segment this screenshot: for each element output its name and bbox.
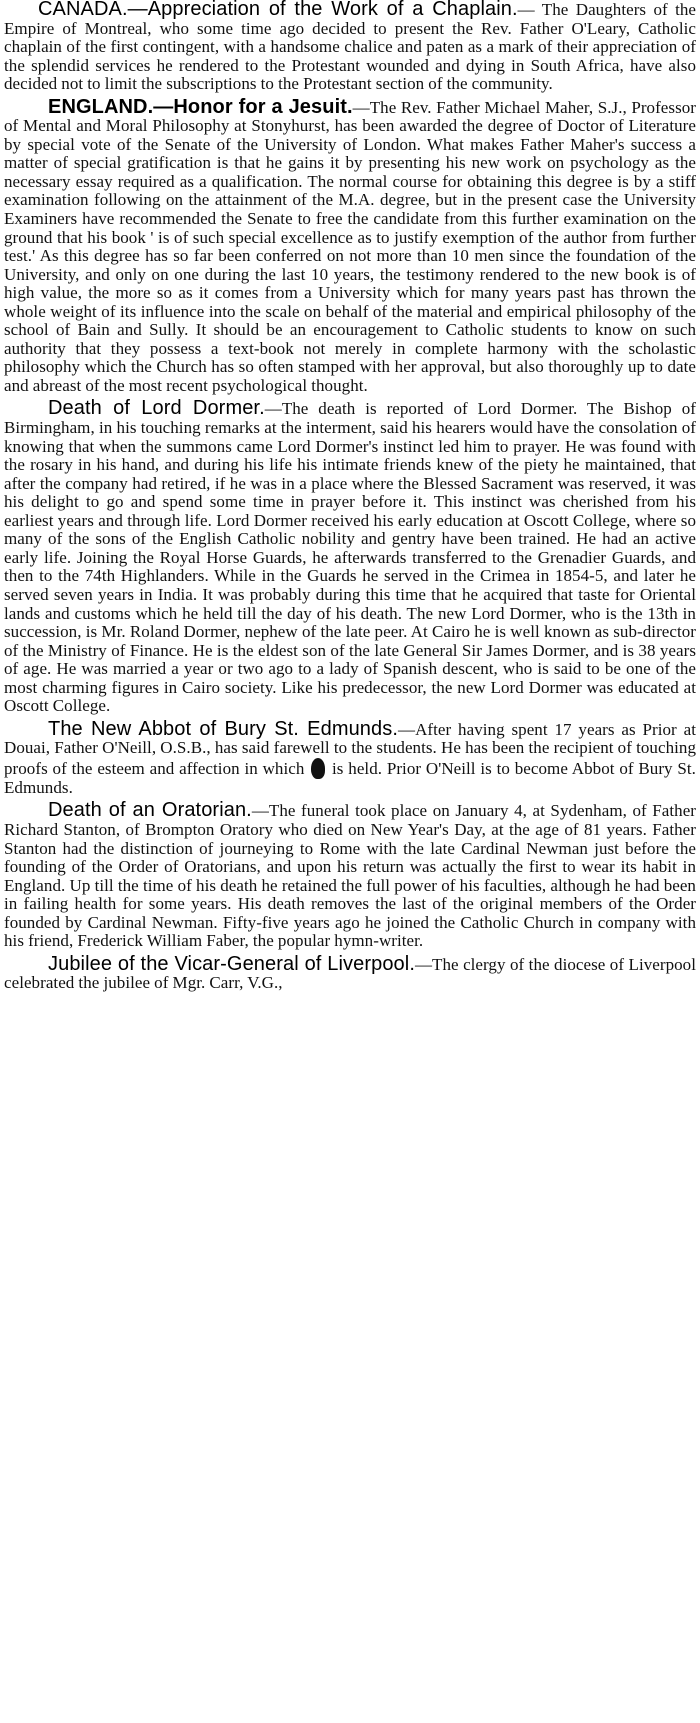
article-body-part-1: After having spent 17 years as Prior at Douai, Father O'Neill, O.S.B., has said farewell to the students. He has been the recipient of touching proofs of the esteem and affection in which (4, 719, 696, 778)
article-abbot (4, 717, 696, 798)
ink-smudge-icon (311, 758, 325, 779)
article-england (4, 95, 696, 396)
heading-title: —Appreciation of the Work of a Chaplain. (127, 0, 518, 20)
article-heading: Death of Lord Dormer. (48, 397, 265, 420)
article-body: The clergy of the diocese of Liverpool celebrated the jubilee of Mgr. Carr, V.G., (4, 954, 696, 993)
article-heading (4, 96, 353, 118)
article-heading: The New Abbot of Bury St. Edmunds. (48, 717, 399, 740)
article-body: The death is reported of Lord Dormer. The Bishop of Birmingham, in his touching remarks at the interment, said his hearers would have the consolation of knowing that when the summons came Lord Dormer's instinct led him to prayer. He was found with the rosary in his hand, and during his life his intimate friends knew of the piety he maintained, that after the company had retired, if he was in a place where the Blessed Sacrament was reserved, it was his delight to go and spend some time in prayer before it. This instinct was cherished from his earliest years and through life. Lord Dormer received his early education at Oscott College, where so many of the sons of the English Catholic nobility and gentry have been trained. He had an active early life. Joining the Royal Horse Guards, he afterwards transferred to the Grenadier Guards, and then to the 74th Highlanders. While in the Guards he served in the Crimea in 1854-5, and later he served seven years in India. It was probably during this time that he acquired that taste for Oriental lands and customs which he held till the day of his death. The new Lord Dormer, who is the 13th in succession, is Mr. Roland Dormer, nephew of the late peer. At Cairo he is well known as sub-director of the Ministry of Finance. He is the eldest son of the late General Sir James Dormer, and is 38 years of age. He was married a year or two ago to a lady of Spanish descent, who is said to be one of the most charming figures in Cairo society. Like his predecessor, the new Lord Dormer was educated at Oscott College. (4, 399, 696, 716)
article-body: The funeral took place on January 4, at Sydenham, of Father Richard Stanton, of Brompton Oratory who died on New Year's Day, at the age of 81 years. Father Stanton had the distinction of journeying to Rome with the late Cardinal Newman just before the founding of the Order of Oratorians, and upon his return was actually the first to wear its habit in England. Up till the time of his death he retained the full power of his faculties, although he had been in failing health for some years. His death removes the last of the original members of the Order founded by Cardinal Newman. Fifty-five years ago he joined the Catholic Church in company with his friend, Frederick William Faber, the popular hymn-writer. (4, 801, 696, 951)
article-canada (4, 0, 696, 94)
heading-dash: — (398, 719, 416, 739)
article-heading: Death of an Oratorian. (48, 799, 252, 822)
article-heading (4, 0, 518, 20)
heading-country: ENGLAND. (48, 95, 154, 118)
article-jubilee (4, 952, 696, 993)
heading-country: CANADA. (38, 0, 128, 20)
heading-dash: — (517, 0, 535, 19)
article-lord-dormer (4, 399, 696, 715)
heading-dash: — (251, 801, 269, 821)
article-heading: Jubilee of the Vicar-General of Liverpool. (48, 952, 415, 975)
heading-dash: — (352, 97, 370, 117)
heading-dash: — (264, 399, 282, 419)
heading-title: —Honor for a Jesuit. (153, 95, 353, 118)
heading-dash: — (414, 954, 433, 974)
article-body-part-2: is held. Prior O'Neill is to become Abbot of Bury St. Edmunds. (4, 758, 696, 797)
article-body: The Rev. Father Michael Maher, S.J., Professor of Mental and Moral Philosophy at Stonyhurst, has been awarded the degree of Doctor of Literature by special vote of the Senate of the University of London. What makes Father Maher's success a matter of special gratification is that he gains it by presenting his new work on psychology as the necessary essay required as a qualification. The normal course for obtaining this degree is by a stiff examination following on the attainment of the M.A. degree, but in the present case the University Examiners have recommended the Senate to free the candidate from this further examination on the ground that his book ' is of such special excellence as to justify exemption of the author from further test.' As this degree has so far been conferred on not more than 10 men since the foundation of the University, and only on one during the last 10 years, the testimony rendered to the new book is of high value, the more so as it comes from a University which for many years past has thrown the whole weight of its influence into the scale on behalf of the material and empirical philosophy of the school of Bain and Sully. It should be an encouragement to Catholic students to know on such authority that they possess a text-book not merely in complete harmony with the scholastic philosophy which the Church has so often stamped with her approval, but also thoroughly up to date and abreast of the most recent psychological thought. (4, 97, 696, 395)
article-body: The Daughters of the Empire of Montreal, who some time ago decided to present the Rev. Father O'Leary, Catholic chaplain of the first contingent, with a handsome chalice and paten as a mark of their appreciation of the splendid services he rendered to the Protestant wounded and dying in South Africa, have also decided not to limit the subscriptions to the Protestant section of the community. (4, 0, 696, 94)
article-oratorian (4, 801, 696, 950)
newspaper-column (4, 0, 696, 1723)
